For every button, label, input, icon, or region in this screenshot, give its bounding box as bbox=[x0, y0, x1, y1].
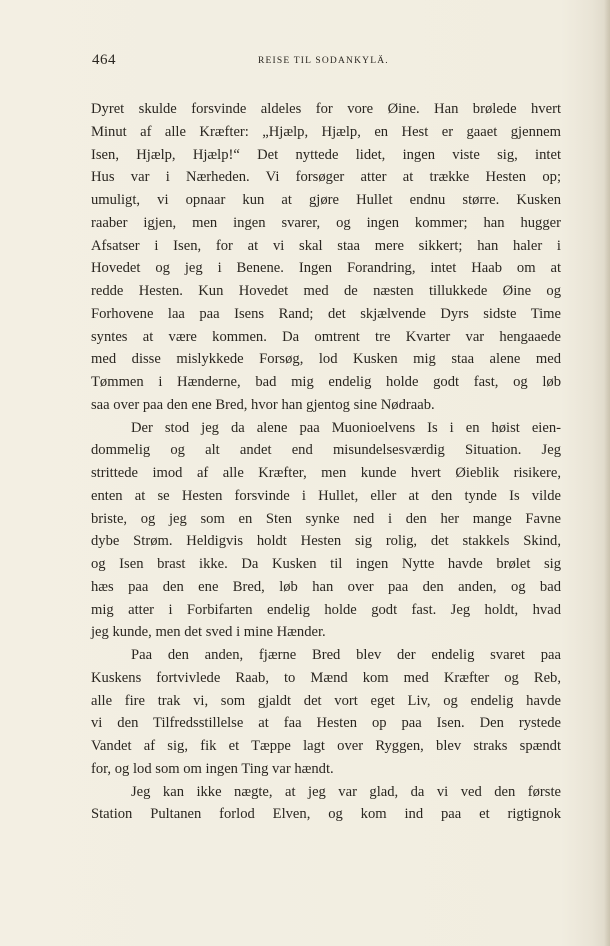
text-line: strittede imod af alle Kræfter, men kunde hvert Øieblik risikere, bbox=[91, 465, 561, 481]
text-line: saa over paa den ene Bred, hvor han gjentog sine Nødraab. bbox=[91, 396, 435, 413]
text-line: syntes at være kommen. Da omtrent tre Kvarter var hengaaede bbox=[91, 328, 561, 345]
page-number: 464 bbox=[92, 52, 116, 68]
text-line: Tømmen i Hænderne, bad mig endelig holde godt fast, og løb bbox=[91, 374, 561, 390]
text-line: briste, og jeg som en Sten synke ned i den her mange Favne bbox=[91, 510, 561, 527]
text-line: dybe Strøm. Heldigvis holdt Hesten sig rolig, det stakkels Skind, bbox=[91, 533, 561, 550]
paragraph-first-line: Jeg kan ikke nægte, at jeg var glad, da vi ved den første bbox=[131, 783, 561, 800]
text-line: Vandet af sig, fik et Tæppe lagt over Ryggen, blev straks spændt bbox=[91, 738, 561, 754]
text-line: Station Pultanen forlod Elven, og kom ind paa et rigtignok bbox=[91, 806, 561, 823]
page-edge-shadow bbox=[604, 0, 610, 946]
text-line: Minut af alle Kræfter: „Hjælp, Hjælp, en Hest er gaaet gjennem bbox=[91, 123, 561, 140]
text-line: enten at se Hesten forsvinde i Hullet, eller at den tynde Is vilde bbox=[91, 487, 561, 504]
text-line: Dyret skulde forsvinde aldeles for vore Øine. Han brølede hvert bbox=[91, 101, 561, 117]
text-line: og Isen brast ikke. Da Kusken til ingen Nytte havde brølet sig bbox=[91, 556, 561, 572]
text-line: jeg kunde, men det sved i mine Hænder. bbox=[91, 624, 326, 641]
text-line: Hovedet og jeg i Benene. Ingen Forandring, intet Haab om at bbox=[91, 260, 561, 277]
text-line: Isen, Hjælp, Hjælp!“ Det nyttede lidet, ingen viste sig, intet bbox=[91, 146, 561, 163]
text-line: umuligt, vi opnaar kun at gjøre Hullet endnu større. Kusken bbox=[91, 192, 561, 208]
text-line: for, og lod som om ingen Ting var hændt. bbox=[91, 760, 334, 777]
body-text bbox=[91, 98, 561, 826]
text-line: Kuskens fortvivlede Raab, to Mænd kom med Kræfter og Reb, bbox=[91, 669, 561, 686]
text-line: med disse mislykkede Forsøg, lod Kusken mig staa alene med bbox=[91, 351, 561, 368]
text-line: alle fire trak vi, som gjaldt det vort eget Liv, og endelig havde bbox=[91, 692, 561, 709]
text-line: mig atter i Forbifarten endelig holde godt fast. Jeg holdt, hvad bbox=[91, 601, 561, 618]
text-line: Forhovene laa paa Isens Rand; det skjælvende Dyrs sidste Time bbox=[91, 305, 561, 322]
running-title: REISE TIL SODANKYLÄ. bbox=[258, 56, 389, 66]
text-line: raaber igjen, men ingen svarer, og ingen kommer; han hugger bbox=[91, 214, 561, 231]
page-header bbox=[92, 52, 552, 72]
text-line: redde Hesten. Kun Hovedet med de næsten tillukkede Øine og bbox=[91, 283, 561, 299]
text-line: Afsatser i Isen, for at vi skal staa mere sikkert; han haler i bbox=[91, 237, 561, 254]
text-line: hæs paa den ene Bred, løb han over paa den anden, og bad bbox=[91, 578, 561, 595]
text-line: vi den Tilfredsstillelse at faa Hesten op paa Isen. Den rystede bbox=[91, 715, 561, 732]
paragraph-first-line: Paa den anden, fjærne Bred blev der endelig svaret paa bbox=[131, 647, 561, 663]
text-line: Hus var i Nærheden. Vi forsøger atter at trække Hesten op; bbox=[91, 169, 561, 186]
paragraph-first-line: Der stod jeg da alene paa Muonioelvens Is i en høist eien- bbox=[131, 419, 561, 436]
text-line: dommelig og alt andet end misundelsesværdig Situation. Jeg bbox=[91, 442, 561, 459]
